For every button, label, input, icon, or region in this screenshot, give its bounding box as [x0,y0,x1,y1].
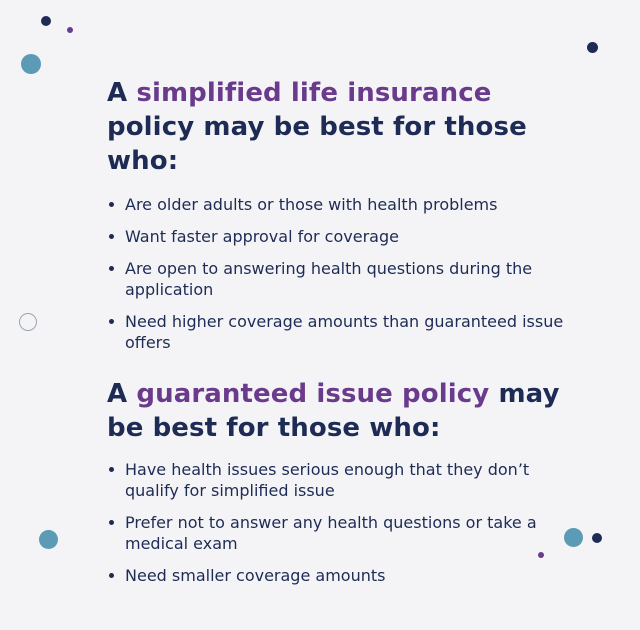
simplified-criteria-list [107,194,567,353]
list-item: Need smaller coverage amounts [107,565,567,586]
heading-highlight: guaranteed issue policy [136,379,490,409]
decor-dot-navy [587,42,598,53]
decor-dot-purple [67,27,73,33]
list-item: Have health issues serious enough that they don’t qualify for simplified issue [107,459,567,501]
list-item: Are older adults or those with health problems [107,194,567,215]
list-item: Are open to answering health questions during the application [107,258,567,300]
decor-dot-teal [39,530,58,549]
list-item: Need higher coverage amounts than guaranteed issue offers [107,311,567,353]
decor-ring-outline [19,313,37,331]
simplified-section-heading: A simplified life insurance policy may be best for those who: [107,78,527,176]
decor-dot-teal [21,54,41,74]
guaranteed-section-heading: A guaranteed issue policy may be best for those who: [107,379,560,443]
decor-dot-navy [41,16,51,26]
list-item: Want faster approval for coverage [107,226,567,247]
simplified-policy-section [107,76,567,364]
decor-dot-navy [592,533,602,543]
guaranteed-policy-section [107,377,567,597]
list-item: Prefer not to answer any health questions or take a medical exam [107,512,567,554]
heading-highlight: simplified life insurance [136,78,492,108]
guaranteed-criteria-list [107,459,567,586]
